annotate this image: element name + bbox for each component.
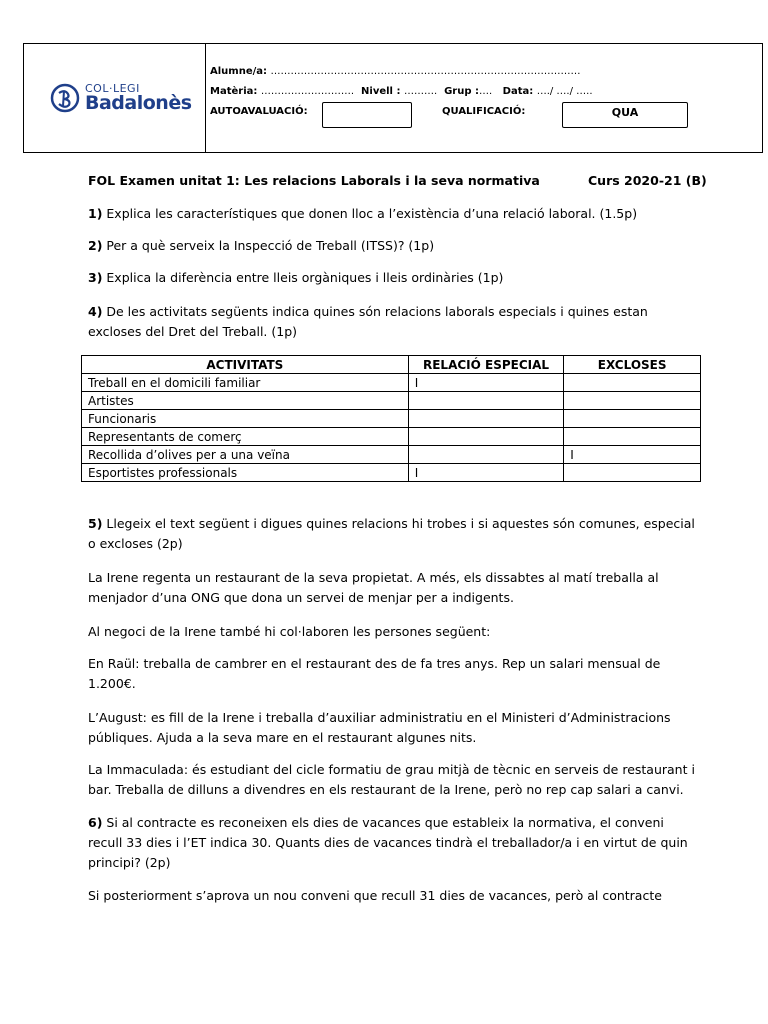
- grup-label: Grup :: [444, 86, 479, 97]
- table-cell[interactable]: I: [564, 446, 701, 464]
- question-number: 4): [88, 304, 103, 319]
- table-cell: Recollida d’olives per a una veïna: [82, 446, 409, 464]
- table-cell: Representants de comerç: [82, 428, 409, 446]
- exam-title: FOL Examen unitat 1: Les relacions Laborals i la seva normativa: [88, 173, 540, 188]
- autoavaluacio-box[interactable]: [322, 102, 412, 128]
- table-cell: Funcionaris: [82, 410, 409, 428]
- table-cell: Artistes: [82, 392, 409, 410]
- question-number: 6): [88, 815, 103, 830]
- table-cell[interactable]: [408, 392, 564, 410]
- question-text: Explica la diferència entre lleis orgàniques i lleis ordinàries (1p): [102, 270, 504, 285]
- activities-table: [81, 355, 701, 482]
- table-row: [82, 410, 701, 428]
- paragraph: En Raül: treballa de cambrer en el restaurant des de fa tres anys. Rep un salari mensual de 1.200€.: [88, 656, 661, 691]
- paragraph: Al negoci de la Irene també hi col·laboren les persones següent:: [88, 624, 491, 639]
- table-cell[interactable]: I: [408, 374, 564, 392]
- exam-course: Curs 2020-21 (B): [588, 173, 707, 188]
- question-1: [88, 204, 698, 224]
- question-text: Llegeix el text següent i digues quines relacions hi trobes i si aquestes són comunes, especial o excloses (2p): [88, 516, 695, 551]
- qualificacio-label: QUALIFICACIÓ:: [442, 106, 526, 117]
- question-6: [88, 813, 698, 873]
- table-row: [82, 392, 701, 410]
- table-cell: Treball en el domicili familiar: [82, 374, 409, 392]
- question-number: 3): [88, 270, 103, 285]
- table-cell[interactable]: [408, 428, 564, 446]
- nivell-field[interactable]: ……….: [403, 86, 438, 97]
- table-row: [82, 374, 701, 392]
- question-number: 2): [88, 238, 103, 253]
- question-4: [88, 302, 698, 342]
- table-row: [82, 464, 701, 482]
- table-cell: Esportistes professionals: [82, 464, 409, 482]
- table-cell[interactable]: [408, 410, 564, 428]
- question-text: Per a què serveix la Inspecció de Treball (ITSS)? (1p): [102, 238, 435, 253]
- qualificacio-box[interactable]: [562, 102, 688, 128]
- alumne-field[interactable]: …………………………………………………………………………………: [270, 66, 581, 77]
- table-row: [82, 428, 701, 446]
- table-cell[interactable]: [564, 410, 701, 428]
- paragraph: La Immaculada: és estudiant del cicle formatiu de grau mitjà de tècnic en serveis de restaurant i bar. Treballa de dilluns a divendres en els restaurant de la Irene, però no rep cap salari a canvi.: [88, 762, 695, 797]
- exam-header: [23, 43, 763, 153]
- table-cell[interactable]: [564, 464, 701, 482]
- col-relacio-especial: RELACIÓ ESPECIAL: [408, 356, 564, 374]
- question-number: 5): [88, 516, 103, 531]
- table-cell[interactable]: [564, 392, 701, 410]
- question-text: Si al contracte es reconeixen els dies de vacances que estableix la normativa, el conveni recull 33 dies i l’ET indica 30. Quants dies de vacances tindrà el treballador/a i en virtut de quin principi? (2p): [88, 815, 688, 870]
- table-header-row: [82, 356, 701, 374]
- question-3: [88, 268, 698, 288]
- qualificacio-value: QUA: [611, 106, 639, 119]
- data-label: Data:: [502, 86, 534, 97]
- table-cell[interactable]: [564, 428, 701, 446]
- table-cell[interactable]: [408, 446, 564, 464]
- table-cell[interactable]: [564, 374, 701, 392]
- table-cell[interactable]: I: [408, 464, 564, 482]
- materia-field[interactable]: ……………………….: [260, 86, 355, 97]
- question-text: Explica les característiques que donen lloc a l’existència d’una relació laboral. (1.5p): [102, 206, 638, 221]
- autoavaluacio-label: AUTOAVALUACIÓ:: [210, 106, 308, 117]
- col-excloses: EXCLOSES: [564, 356, 701, 374]
- question-number: 1): [88, 206, 103, 221]
- question-text: De les activitats següents indica quines són relacions laborals especials i quines estan excloses del Dret del Treball. (1p): [88, 304, 648, 339]
- question-5: [88, 514, 698, 554]
- alumne-label: Alumne/a:: [210, 66, 268, 77]
- logo-big-text: Badalonès: [85, 92, 192, 114]
- paragraph: La Irene regenta un restaurant de la seva propietat. A més, els dissabtes al matí treballa al menjador d’una ONG que dona un servei de menjar per a indigents.: [88, 570, 659, 605]
- paragraph: L’August: es fill de la Irene i treballa d’auxiliar administratiu en el Ministeri d’Administracions públiques. Ajuda a la seva mare en el restaurant algunes nits.: [88, 710, 671, 745]
- school-logo-icon: [50, 83, 80, 113]
- nivell-label: Nivell :: [361, 86, 401, 97]
- question-2: [88, 236, 698, 256]
- col-activitats: ACTIVITATS: [82, 356, 409, 374]
- alumne-line: [210, 66, 581, 77]
- paragraph: Si posteriorment s’aprova un nou conveni que recull 31 dies de vacances, però al contracte: [88, 888, 662, 903]
- logo-small-text: COL·LEGI: [85, 82, 140, 95]
- school-logo: [24, 44, 206, 152]
- grup-field[interactable]: ….: [479, 86, 493, 97]
- table-row: [82, 446, 701, 464]
- materia-label: Matèria:: [210, 86, 258, 97]
- materia-line: [210, 86, 593, 97]
- data-field[interactable]: …./ …./ …..: [536, 86, 593, 97]
- student-info: [206, 44, 762, 152]
